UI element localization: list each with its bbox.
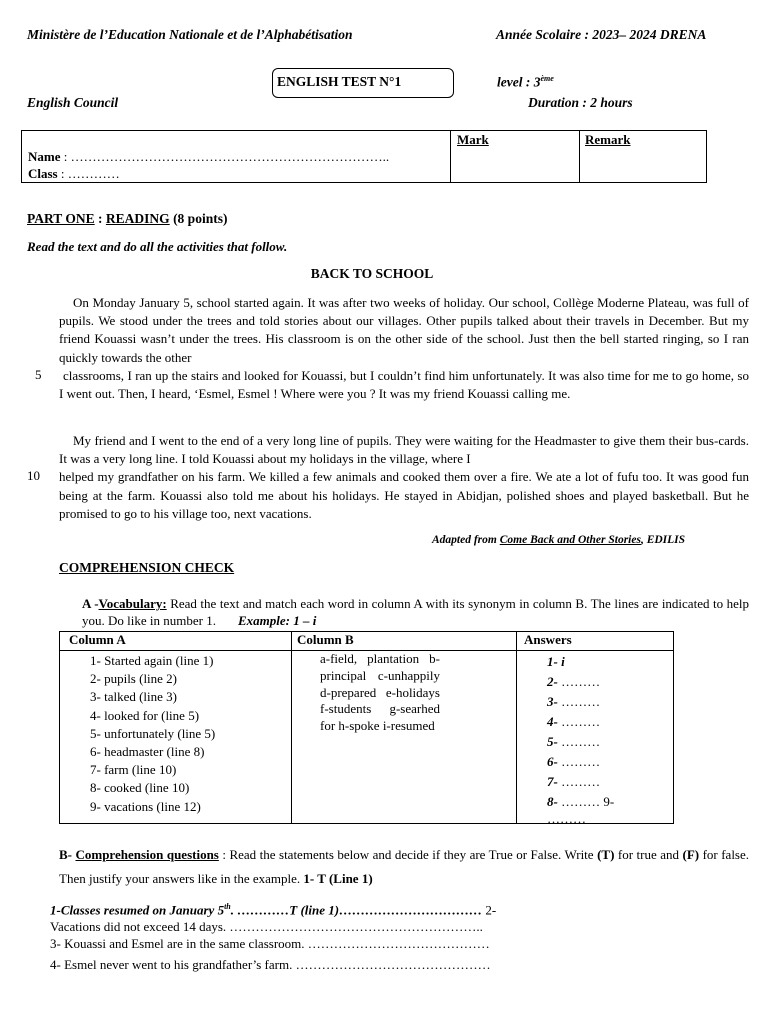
answer-number: 7- xyxy=(547,774,558,789)
answer-row[interactable] xyxy=(547,652,614,672)
ministry-header: Ministère de l’Education Nationale et de l’Alphabétisation xyxy=(27,27,353,42)
list-item: 9- vacations (line 12) xyxy=(90,798,201,814)
answer-row[interactable] xyxy=(547,692,614,712)
column-b-synonyms: a-field, plantation b-principal c-unhappily d-prepared e-holidays f-students g-searhed for h-spoke i-resumed xyxy=(320,651,440,734)
name-dots: : ……………………………………………………………….. xyxy=(60,149,390,164)
answer-value: ……… xyxy=(547,811,586,826)
answer-number: 2- xyxy=(547,674,558,689)
questions-text: : Read the statements below and decide if they are True or False. Write xyxy=(218,847,598,862)
questions-example: 1- T (Line 1) xyxy=(303,871,373,886)
answer-number: 4- xyxy=(547,714,558,729)
column-b-header: Column B xyxy=(297,632,354,647)
answer-row[interactable] xyxy=(547,712,614,732)
answer-row[interactable] xyxy=(547,672,614,692)
list-item: 6- headmaster (line 8) xyxy=(90,744,205,760)
name-field[interactable] xyxy=(28,149,389,165)
questions-text-3: for false. Then justify your answers like in the example. xyxy=(59,847,750,886)
column-a-list xyxy=(90,652,215,816)
true-mark: (T) xyxy=(597,847,615,862)
list-item: 7- farm (line 10) xyxy=(90,762,177,778)
level-label: level : 3 xyxy=(497,74,541,90)
remark-header: Remark xyxy=(585,132,631,147)
class-dots: : ………… xyxy=(57,166,120,181)
list-item: 3- talked (line 3) xyxy=(90,689,177,705)
answer-value: ……… xyxy=(557,734,601,749)
part-one-heading xyxy=(27,211,227,227)
answer-value: ……… 9- xyxy=(557,794,615,809)
answer-row[interactable] xyxy=(547,792,614,812)
reading-label: READING xyxy=(105,211,170,226)
answer-number: 8- xyxy=(547,794,558,809)
vocab-example: Example: 1 – i xyxy=(237,612,317,628)
false-mark: (F) xyxy=(682,847,700,862)
list-item: 2- pupils (line 2) xyxy=(90,671,178,687)
comprehension-check-heading: COMPREHENSION CHECK xyxy=(59,560,235,575)
list-item: 8- cooked (line 10) xyxy=(90,780,190,796)
answer-number: 5- xyxy=(547,734,558,749)
test-title: ENGLISH TEST N°1 xyxy=(277,74,402,89)
comprehension-questions-instruction xyxy=(59,843,749,891)
paragraph-2 xyxy=(59,432,749,523)
class-field[interactable] xyxy=(28,166,120,182)
vocab-prefix: A - xyxy=(82,596,99,611)
questions-label: Comprehension questions xyxy=(75,847,219,862)
answers-header: Answers xyxy=(524,632,572,647)
mark-header: Mark xyxy=(457,132,489,147)
answer-value: ……… xyxy=(557,754,601,769)
list-item: 5- unfortunately (line 5) xyxy=(90,725,216,741)
council: English Council xyxy=(27,95,119,110)
level xyxy=(497,74,554,91)
question-2-number: 2- xyxy=(482,902,497,918)
paragraph-2-part-b: helped my grandfather on his farm. We killed a few animals and cooked them over a fire. We ate a lot of fufu too. It was good fun being at the farm. Kouassi also told me about his holidays. He stayed in Abidjan, polished shoes and played basketball. But he promised to go to his village too, next vacations. xyxy=(59,469,749,521)
question-1-text: 1-Classes resumed on January 5 xyxy=(50,902,225,918)
question-4[interactable]: 4- Esmel never went to his grandfather’s farm. ……………………………………… xyxy=(50,957,491,972)
paragraph-1 xyxy=(59,294,749,403)
text-title: BACK TO SCHOOL xyxy=(310,266,434,281)
answer-value: ……… xyxy=(557,774,601,789)
question-1-and-2 xyxy=(50,898,750,935)
answer-row[interactable] xyxy=(547,752,614,772)
list-item: 1- Started again (line 1) xyxy=(90,653,214,668)
paragraph-1-part-b: classrooms, I ran up the stairs and looked for Kouassi, but I couldn’t find him unfortunately. It was also time for me to go home, so I went out. Then, I heard, ‘Esmel, Esmel ! Where were you ? It was my friend Kouassi calling me. xyxy=(59,367,749,402)
column-a-header: Column A xyxy=(69,632,126,647)
publisher: , EDILIS xyxy=(640,534,686,546)
question-3[interactable]: 3- Kouassi and Esmel are in the same classroom. …………………………………… xyxy=(50,936,490,951)
answer-number: 1- xyxy=(547,654,558,669)
questions-prefix: B- xyxy=(59,847,76,862)
part-one-label: PART ONE xyxy=(27,211,95,226)
vocabulary-instruction xyxy=(82,596,749,629)
source-title: Come Back and Other Stories xyxy=(499,534,641,546)
duration: Duration : 2 hours xyxy=(528,95,633,110)
answer-number: 6- xyxy=(547,754,558,769)
question-1-superscript: th xyxy=(224,902,231,911)
part-one-sep: : xyxy=(94,211,106,226)
vocab-label: Vocabulary: xyxy=(98,596,167,611)
adapted-prefix: Adapted from xyxy=(432,534,500,546)
class-label: Class xyxy=(28,166,58,181)
answer-value: i xyxy=(557,654,565,669)
answer-row[interactable] xyxy=(547,732,614,752)
paragraph-2-part-a: My friend and I went to the end of a very long line of pupils. They were waiting for the Headmaster to give them their bus-cards. It was a very long line. I told Kouassi about my holidays in the village, where I xyxy=(59,433,749,467)
answer-row[interactable] xyxy=(547,772,614,792)
source-citation xyxy=(432,534,685,546)
question-1-answer: . …………T (line 1)…………………………… xyxy=(230,902,483,918)
answers-list[interactable] xyxy=(547,652,614,826)
level-superscript: ème xyxy=(540,74,554,83)
school-year: Année Scolaire : 2023– 2024 DRENA xyxy=(496,27,707,42)
question-2-text[interactable]: Vacations did not exceed 14 days. ………………………………………………….. xyxy=(50,919,483,935)
vocab-text: Read the text and match each word in column A with its synonym in column B. The lines are indicated to help you. Do like in number 1. xyxy=(82,596,750,628)
questions-text-2: for true and xyxy=(614,847,683,862)
list-item: 4- looked for (line 5) xyxy=(90,707,200,723)
answer-value: ……… xyxy=(557,714,601,729)
paragraph-1-part-a: On Monday January 5, school started again. It was after two weeks of holiday. Our school, Collège Moderne Plateau, was full of pupils. We stood under the trees and told stories about our villages. Other pupils talked about their travels in December. But my friend Kouassi wasn’t under the trees. His classroom is on the other side of the school. Just then the bell started ringing, so I ran quickly towards the other xyxy=(59,295,749,365)
reading-instruction: Read the text and do all the activities that follow. xyxy=(27,239,288,254)
line-number-5: 5 xyxy=(35,367,42,382)
name-label: Name xyxy=(28,149,61,164)
answer-value: ……… xyxy=(557,694,601,709)
line-number-10: 10 xyxy=(27,468,40,483)
answer-number: 3- xyxy=(547,694,558,709)
answer-row[interactable] xyxy=(547,812,614,826)
points: (8 points) xyxy=(169,211,228,226)
answer-value: ……… xyxy=(557,674,601,689)
